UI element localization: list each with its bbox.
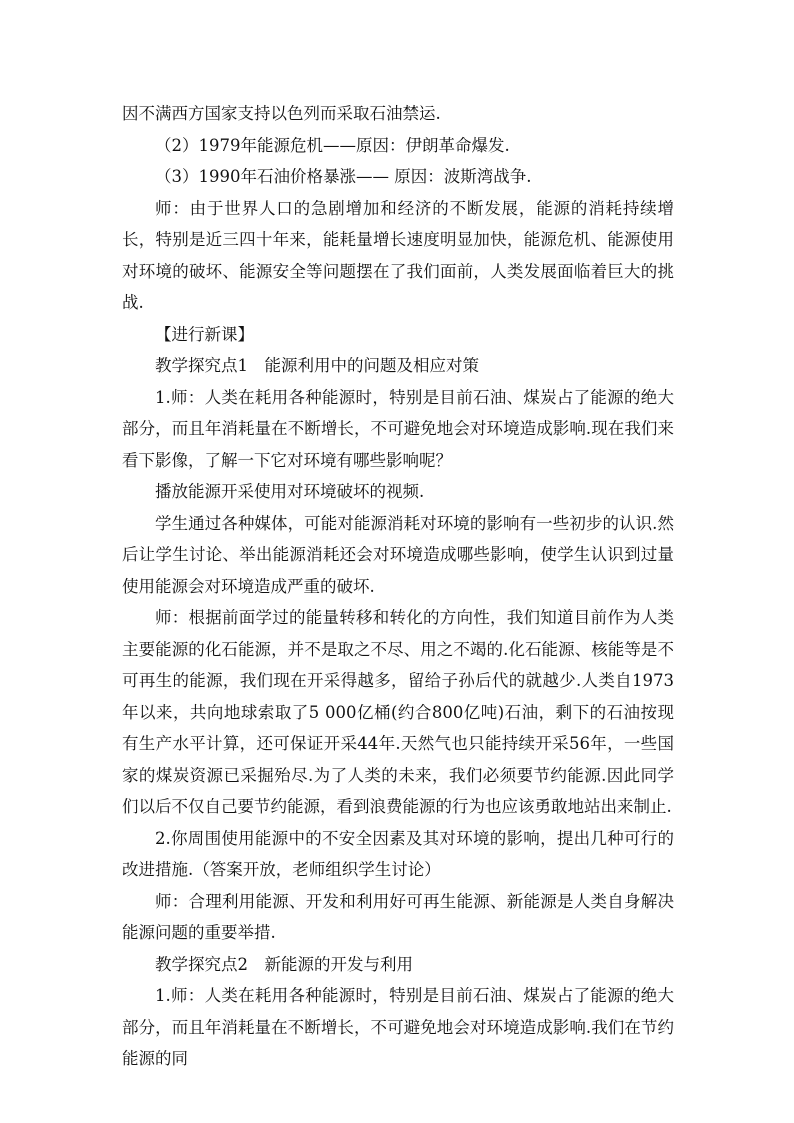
paragraph-crisis-1979: （2）1979年能源危机——原因：伊朗革命爆发. [155,135,510,155]
section-heading-topic-1: 教学探究点1 能源利用中的问题及相应对策 [155,356,479,375]
paragraph-teacher-intro: 师：由于世界人口的急剧增加和经济的不断发展，能源的消耗持续增长，特别是近三四十年来，能耗量增长速度明显加快，能源危机、能源使用对环境的破坏、能源安全等问题摆在了我们面前，人类发展面临着巨大的挑战. [122,198,674,312]
section-heading-new-lesson: 【进行新课】 [155,324,254,344]
paragraph-topic-2-q1: 1.师：人类在耗用各种能源时，特别是目前石油、煤炭占了能源的绝大部分，而且年消耗量在不断增长，不可避免地会对环境造成影响.我们在节约能源的同 [122,986,674,1068]
paragraph-topic-1-q2: 2.你周围使用能源中的不安全因素及其对环境的影响，提出几种可行的改进措施.（答案开放，老师组织学生讨论） [122,828,674,879]
paragraph-crisis-1990: （3）1990年石油价格暴涨—— 原因：波斯湾战争. [155,167,532,186]
document-body [122,98,674,1075]
section-heading-topic-2: 教学探究点2 新能源的开发与利用 [155,954,413,974]
paragraph-student-discussion: 学生通过各种媒体，可能对能源消耗对环境的影响有一些初步的认识.然后让学生讨论、举出能源消耗还会对环境造成哪些影响，使学生认识到过量使用能源会对环境造成严重的破坏. [122,513,674,596]
paragraph-video: 播放能源开采使用对环境破坏的视频. [155,482,425,501]
paragraph-teacher-fossil: 师：根据前面学过的能量转移和转化的方向性，我们知道目前作为人类主要能源的化石能源，并不是取之不尽、用之不竭的.化石能源、核能等是不可再生的能源，我们现在开采得越多，留给子孙后代的就越少.人类自1973年以来，共向地球索取了5 000亿桶(约合800亿吨)石油，剩下的石油按现有生产水平计算，还可保证开采44年.天然气也只能持续开采56年，一些国家的煤炭资源已采掘殆尽.为了人类的未来，我们必须要节约能源.因此同学们以后不仅自己要节约能源，看到浪费能源的行为也应该勇敢地站出来制止. [122,608,674,816]
paragraph-topic-1-q1: 1.师：人类在耗用各种能源时，特别是目前石油、煤炭占了能源的绝大部分，而且年消耗量在不断增长，不可避免地会对环境造成影响.现在我们来看下影像，了解一下它对环境有哪些影响呢？ [122,387,674,470]
paragraph-continuation: 因不满西方国家支持以色列而采取石油禁运. [122,104,441,123]
paragraph-teacher-measures: 师：合理利用能源、开发和利用好可再生能源、新能源是人类自身解决能源问题的重要举措. [122,891,674,942]
